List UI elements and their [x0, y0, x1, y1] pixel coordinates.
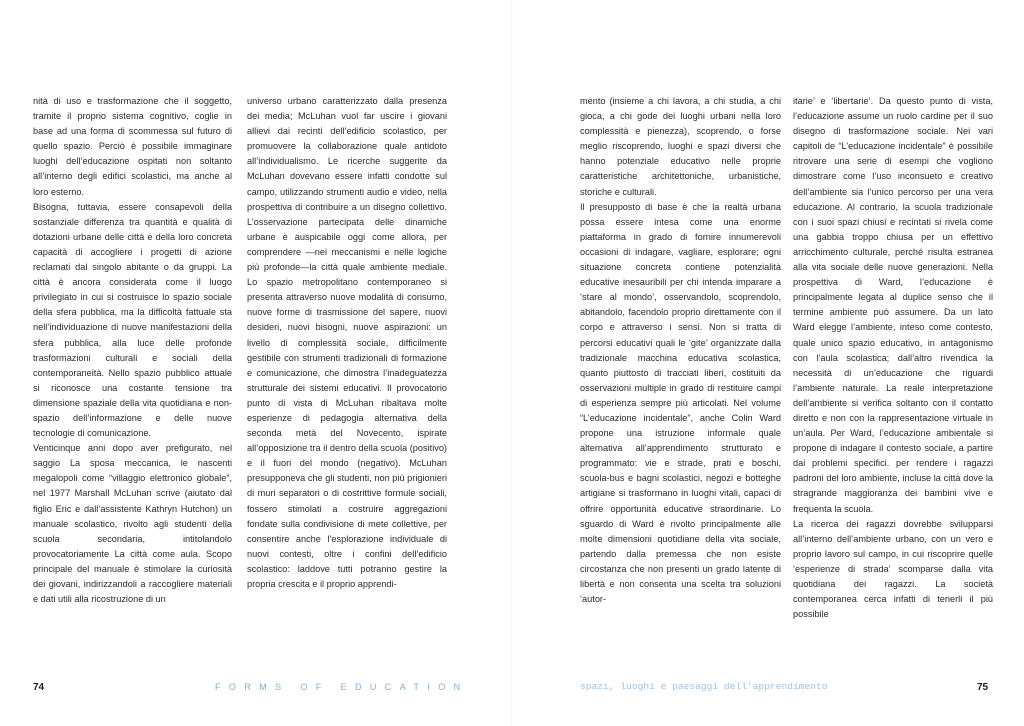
paragraph: Bisogna, tuttavia, essere consapevoli della sostanziale differenza tra quantità e qualità di dotazioni urbane delle città e della loro concreta capacità di accogliere i progetti di azione reclamati dal singolo abitante o da gruppi. La città è ancora considerata come il luogo privilegiato in cui si costruisce lo spazio sociale della sfera pubblica, ma la difficoltà fattuale sta nell’individuazione di nuove manifestazioni della sfera pubblica, alla luce delle profonde trasformazioni culturali e sociali della contemporaneità. Nello spazio pubblico attuale si riconosce una costante tensione tra dimensione spaziale della vita quotidiana e non-spazio dell’informazione e delle nuove tecnologie di comunicazione.: [33, 201, 232, 439]
left-page-column-1: [33, 94, 232, 614]
paragraph: La ricerca dei ragazzi dovrebbe svilupparsi all’interno dell’ambiente urbano, con un vero e proprio lavoro sul campo, in cui riscoprire quelle ‘esperienze di strada’ scomparse dalla vita quotidiana dei ragazzi. La società contemporanea cerca infatti di tenerli il più possibile: [793, 518, 993, 620]
left-page-column-2: [247, 94, 447, 614]
right-page-number: 75: [977, 682, 989, 693]
paragraph: mento (insieme a chi lavora, a chi studia, a chi gioca, a chi gode dei luoghi urbani nella loro complessità e pienezza), scoprendo, o forse meglio riscoprendo, luoghi e spazi diversi che hanno potenziale educativo nelle proprie caratteristiche architettoniche, urbanistiche, storiche e culturali.: [580, 96, 781, 197]
left-running-title: FORMS OF EDUCATION: [215, 682, 469, 692]
paragraph: nità di uso e trasformazione che il soggetto, tramite il proprio sistema cognitivo, coglie in base ad una forma di scommessa sul futuro di quello spazio. Perciò è possibile immaginare luoghi dell’educazione ospitati non soltanto all’interno degli edifici scolastici, ma anche al loro esterno.: [33, 96, 232, 197]
paragraph: Venticinque anni dopo aver prefigurato, nel saggio La sposa meccanica, le nascenti megalopoli come “villaggio elettronico globale”, nel 1977 Marshall McLuhan scrive (aiutato dal figlio Eric e dall’assistente Kathryn Hutchon) un manuale scolastico, rivolto agli studenti della scuola secondaria, intitolandolo provocatoriamente La città come aula. Scopo principale del manuale è stimolare la curiosità dei giovani, indirizzandoli a raccogliere materiali e dati utili alla ricostruzione di un: [33, 443, 232, 605]
right-running-title: spazi, luoghi e paesaggi dell’apprendimento: [580, 681, 828, 692]
right-page-column-1: [580, 94, 781, 614]
left-page-number: 74: [33, 682, 45, 693]
paragraph: Il presupposto di base è che la realtà urbana possa essere intesa come una enorme piattaforma in grado di fornire innumerevoli occasioni di indagare, vagliare, esplorare; ogni situazione concreta contiene potenzialità educative inesauribili per chi intenda imparare a ‘stare al mondo’, osservandolo, scoprendolo, abitandolo, facendolo proprio direttamente con il corpo e attraverso i sensi. Non si tratta di percorsi educativi quali le ‘gite’ organizzate dalla tradizionale macchina educativa scolastica, quanto piuttosto di tracciati liberi, costituiti da osservazioni multiple in grado di restituire campi di esperienza sempre più articolati. Nel volume “L’educazione incidentale”, anche Colin Ward propone una istruzione informale quale alternativa all’apprendimento strutturato e programmato: vie e strade, prati e boschi, scuola-bus e bagni scolastici, negozi e botteghe artigiane si trasformano in luoghi vitali, capaci di offrire opportunità educative straordinarie. Lo sguardo di Ward è rivolto principalmente alle molte dimensioni quotidiane della vita sociale, partendo dalla premessa che non esiste circostanza che non presenti un grado latente di libertà e non consenta una scelta tra soluzioni ‘autor-: [580, 201, 781, 605]
right-page-column-2: [793, 94, 993, 620]
page-gutter: [511, 0, 513, 726]
paragraph: universo urbano caratterizzato dalla presenza dei media; McLuhan vuol far uscire i giovani allievi dai recinti dell’edificio scolastico, per promuovere la collaborazione quale antidoto all’individualismo. Le ricerche suggerite da McLuhan dovevano essere infatti condotte sul campo, utilizzando strumenti audio e video, nella prospettiva di contribuire a un disegno collettivo. L’osservazione partecipata delle dinamiche urbane è auspicabile oggi come allora, per comprendere —nei meccanismi e nelle logiche più profonde—la città quale ambiente mediale. Lo spazio metropolitano contemporaneo si presenta attraverso nuove modalità di consumo, nuove forme di trasmissione del sapere, nuovi desideri, nuovi bisogni, nuove aspirazioni: un livello di complessità sociale, difficilmente gestibile con strumenti tradizionali di formazione e comunicazione, che dimostra l’inadeguatezza strutturale dei sistemi educativi. Il provocatorio punto di vista di McLuhan ribaltava molte esperienze di pedagogia alternativa della seconda metà del Novecento, ispirate all’opposizione tra il dentro della scuola (positivo) e il fuori del mondo (negativo). McLuhan presupponeva che gli studenti, non più prigionieri di muri separatori o di costrittive formule sociali, fossero stimolati a costruire aggregazioni fondate sulla condivisione di mete collettive, per consentire anche l’esplorazione individuale di nuovi contesti, oltre i confini dell’edificio scolastico: laddove tutti potranno gestire la propria crescita e il proprio apprendi-: [247, 96, 447, 589]
paragraph: itarie’ e ‘libertarie’. Da questo punto di vista, l’educazione assume un ruolo cardine per il suo disegno di trasformazione sociale. Nei vari capitoli de “L’educazione incidentale” è possibile ritrovare una serie di esempi che vogliono dimostrare come l’uso inconsueto e creativo dell’ambiente sia l’unico percorso per una vera educazione. Al contrario, la scuola tradizionale con i suoi spazi chiusi e recintati si rivela come una gabbia troppo chiusa per un effettivo arricchimento culturale, perché risulta estranea alla vita sociale delle nuove generazioni. Nella prospettiva di Ward, l’educazione è principalmente legata al duplice senso che il termine ambiente può assumere. Da un lato Ward elegge l’ambiente, inteso come contesto, quale unico spazio educativo, in antagonismo con l’aula scolastica; dall’altro rivendica la necessità di un’educazione che riguardi l’ambiente naturale. La reale interpretazione dell’ambiente si verifica soltanto con il contatto diretto e non con la rappresentazione virtuale in un’aula. Per Ward, l’educazione ambientale si propone di indagare il contesto sociale, a partire dai problemi specifici. per rendere i ragazzi padroni del loro ambiente, incluse la città dove la stragrande maggioranza dei bambini vive e frequenta la scuola.: [793, 96, 993, 514]
